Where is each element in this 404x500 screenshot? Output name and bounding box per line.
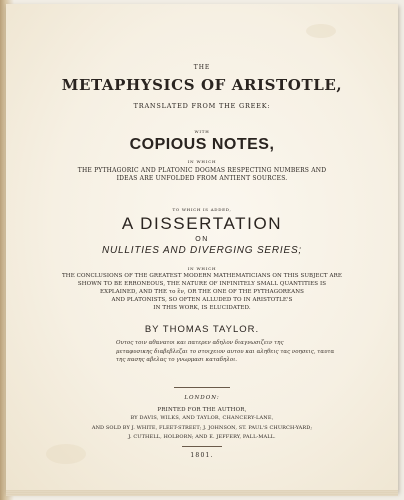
page-edges: [6, 490, 398, 496]
dissertation-heading: A DISSERTATION: [121, 214, 283, 233]
imprint-line: PRINTED FOR THE AUTHOR,: [157, 407, 247, 413]
epigraph-line: της πασης αβελας το γνωρμασι καταδηλοι.: [116, 357, 238, 364]
title-page: [6, 4, 398, 492]
imprint-line: J. CUTHELL, HOLBORN; AND E. JEFFERY, PALL-MALL.: [128, 434, 276, 440]
greek-epigraph: [116, 339, 392, 365]
copious-notes-heading: COPIOUS NOTES,: [129, 136, 275, 153]
author-line: BY THOMAS TAYLOR.: [144, 324, 260, 335]
publication-year: 1801.: [190, 452, 214, 459]
conclusion-line: IN THIS WORK, IS ELUCIDATED.: [153, 305, 251, 311]
translated-line: TRANSLATED FROM THE GREEK:: [133, 102, 271, 110]
nullities-heading: NULLITIES AND DIVERGING SERIES;: [101, 245, 303, 256]
with-line: WITH: [194, 129, 210, 134]
conclusion-line: THE CONCLUSIONS OF THE GREATEST MODERN MATHEMATICIANS ON THIS SUBJECT ARE: [62, 273, 342, 279]
foxing-spot: [306, 24, 336, 38]
title-article: THE: [193, 64, 211, 71]
added-line: TO WHICH IS ADDED,: [172, 207, 232, 212]
main-title: METAPHYSICS OF ARISTOTLE,: [61, 76, 343, 94]
on-line: ON: [195, 236, 209, 243]
conclusion-line: AND PLATONISTS, SO OFTEN ALLUDED TO IN ARISTOTLE'S: [111, 297, 293, 303]
divider-rule: [182, 446, 222, 447]
epigraph-line: Ουτος τοιν αθανατοι και πατερεν αδηλον διαγνωσιζειν της: [116, 340, 284, 346]
in-which-line: IN WHICH: [187, 159, 217, 164]
epigraph-line: μεταφυσικης διαβεβλεζαι το στοιχειον αυτου και αληθεις τας νοησεις, ταυτα: [116, 348, 335, 355]
imprint-line: BY DAVIS, WILKS, AND TAYLOR, CHANCERY-LANE,: [130, 415, 274, 421]
imprint-city: LONDON:: [184, 395, 220, 401]
imprint-line: AND SOLD BY J. WHITE, FLEET-STREET; J. JOHNSON, ST. PAUL'S CHURCH-YARD;: [91, 425, 313, 431]
description-line: IDEAS ARE UNFOLDED FROM ANTIENT SOURCES.: [116, 175, 288, 182]
description-line: THE PYTHAGORIC AND PLATONIC DOGMAS RESPECTING NUMBERS AND: [77, 167, 327, 174]
in-which-line: IN WHICH: [187, 266, 217, 271]
divider-rule: [174, 387, 230, 388]
conclusion-line: EXPLAINED, AND THE το ἓν, OR THE ONE OF THE PYTHAGOREANS: [99, 289, 305, 295]
conclusion-line: SHOWN TO BE ERRONEOUS, THE NATURE OF INFINITELY SMALL QUANTITIES IS: [77, 281, 327, 287]
